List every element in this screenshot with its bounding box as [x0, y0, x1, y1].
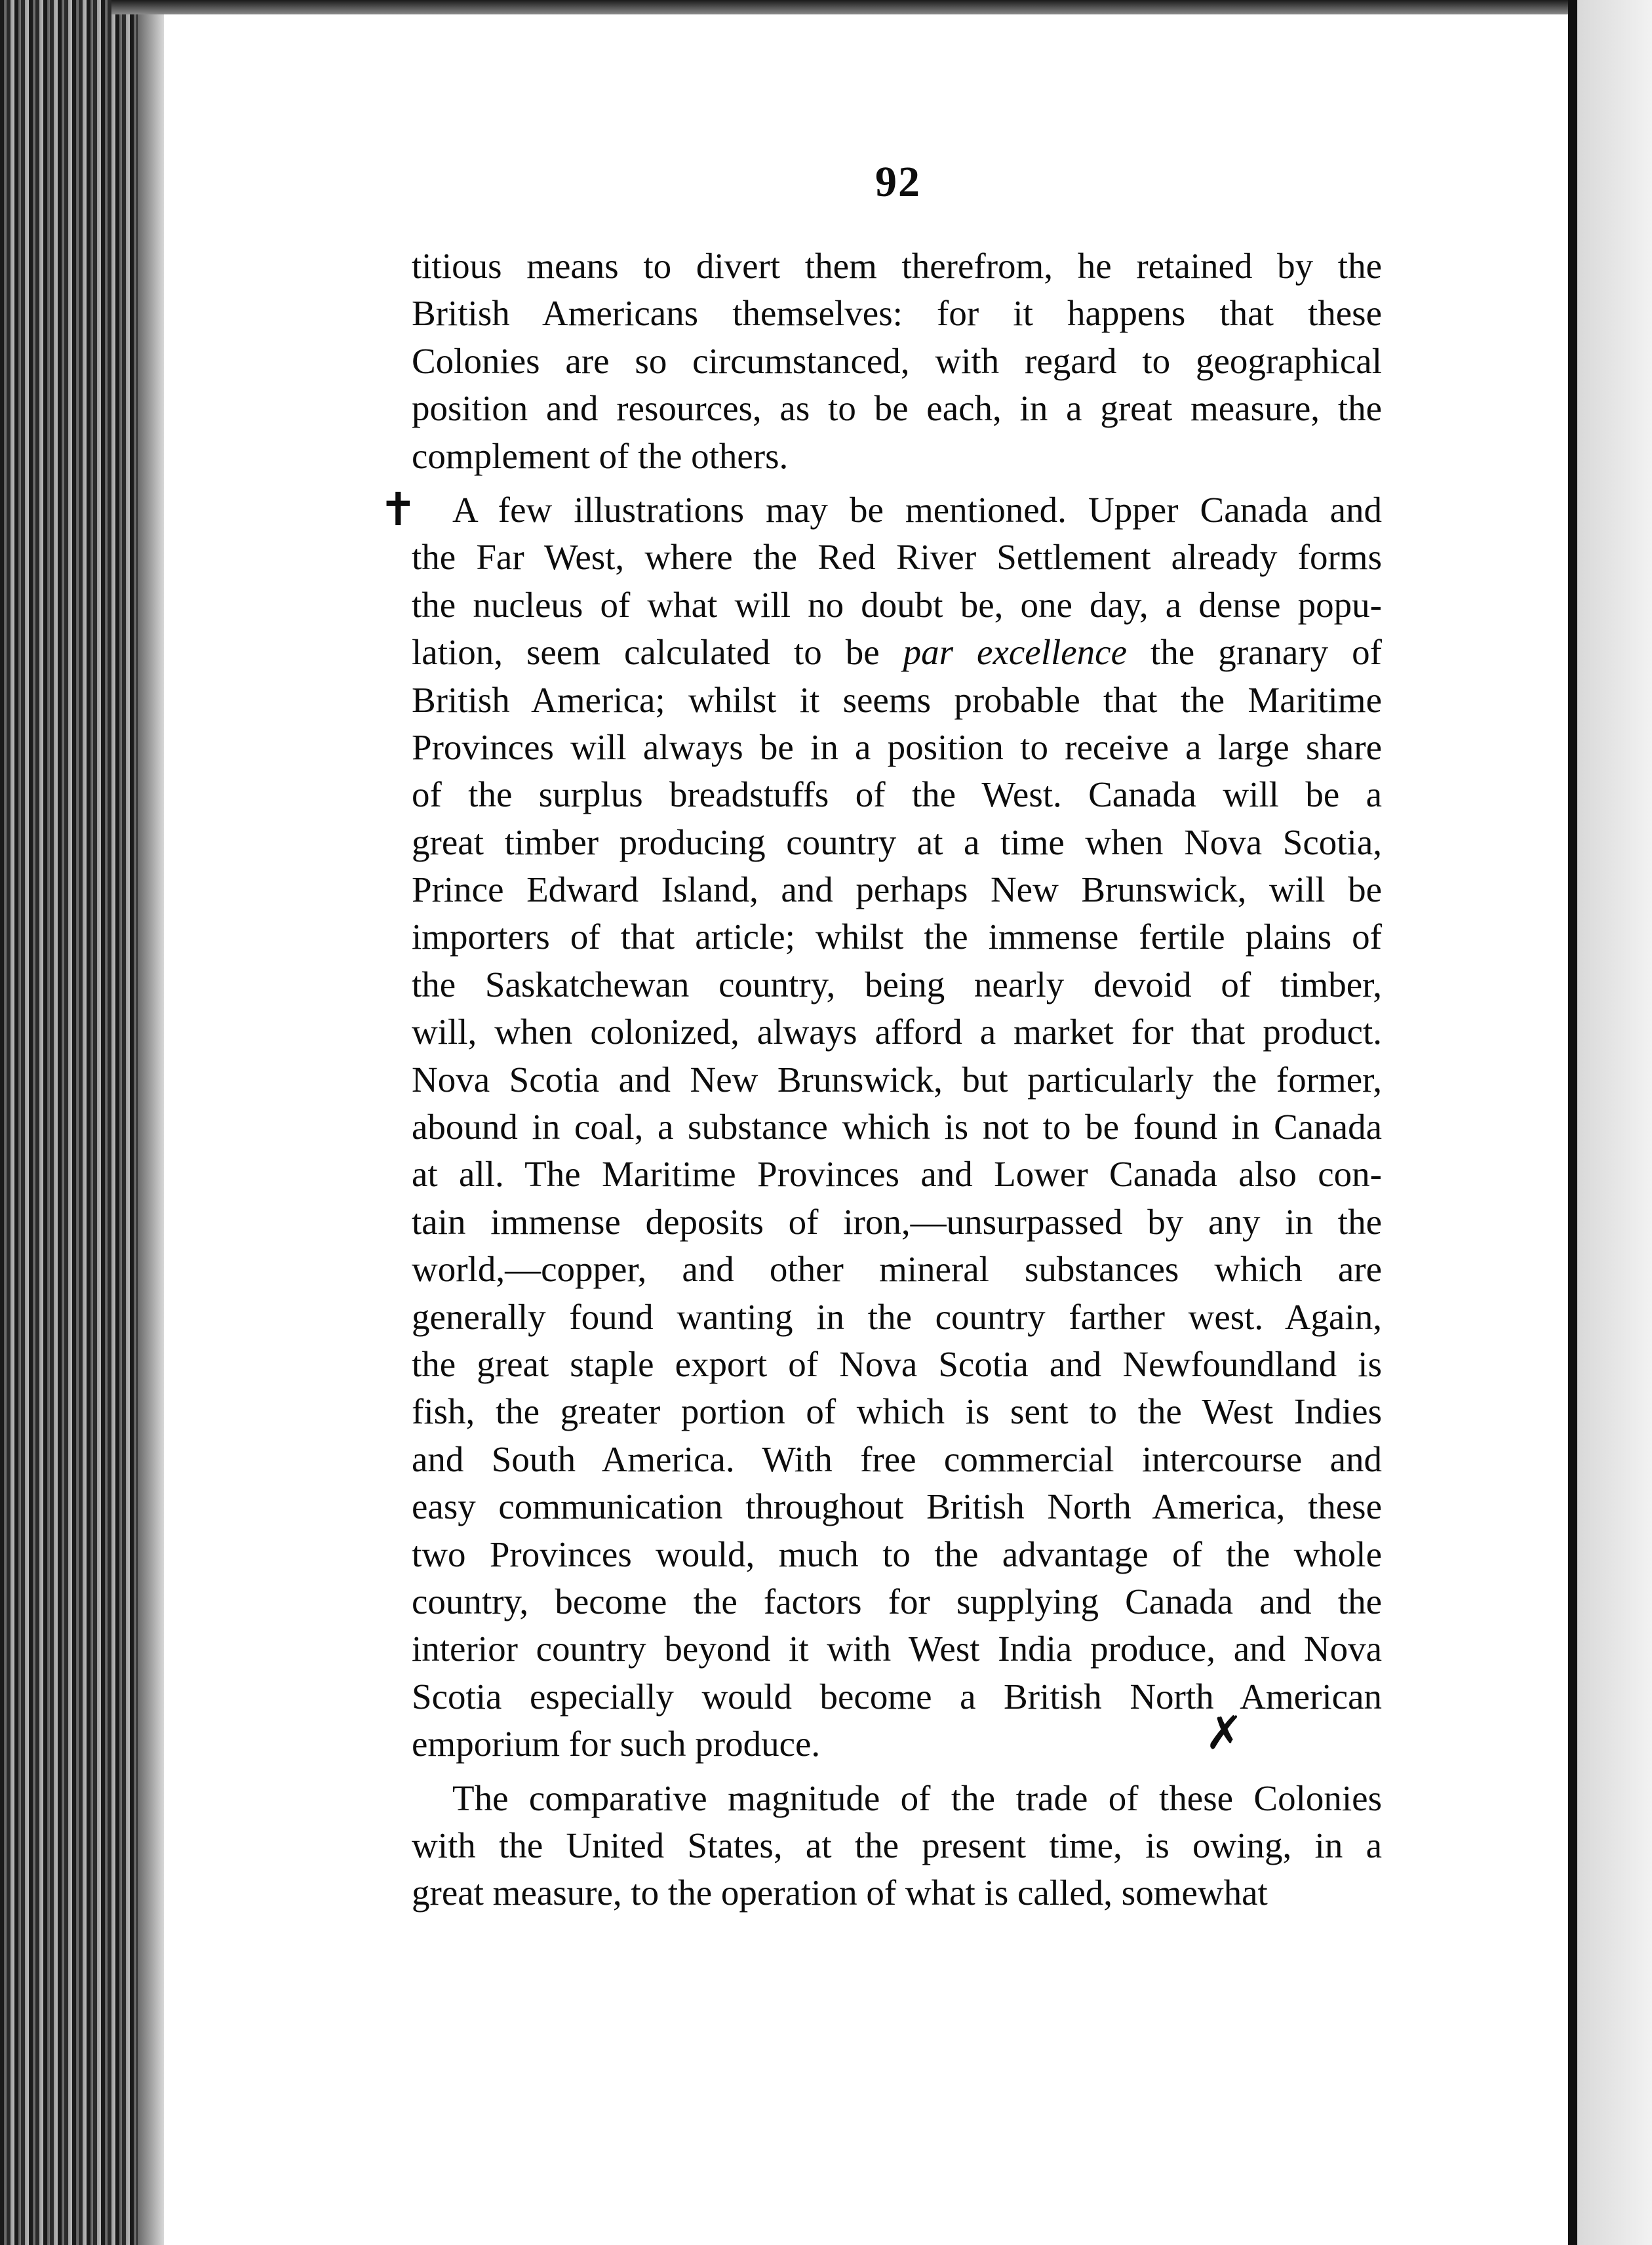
- text-line: tain immense deposits of iron,—unsurpassed by any in the: [412, 1201, 1382, 1242]
- text-line: A few illustrations may be mentioned. Upper Canada and: [452, 489, 1382, 530]
- scan-top-edge: [111, 0, 1573, 14]
- text-line: of the surplus breadstuffs of the West. Canada will be a: [412, 774, 1382, 815]
- page-right-edge: [1568, 0, 1577, 2245]
- paragraph: [412, 243, 1382, 480]
- text-line: Prince Edward Island, and perhaps New Brunswick, will be: [412, 869, 1382, 910]
- text-line: The comparative magnitude of the trade of these Colonies: [452, 1778, 1382, 1818]
- paragraph: [412, 487, 1382, 1768]
- text-line: country, become the factors for supplying Canada and the: [412, 1581, 1382, 1621]
- text-line: Provinces will always be in a position to receive a large share: [412, 726, 1382, 767]
- book-binding-edge: [0, 0, 164, 2245]
- text-line: complement of the others.: [412, 435, 789, 476]
- paragraph-gap: [412, 1768, 1382, 1775]
- text-line: Colonies are so circumstanced, with regard to geographical: [412, 340, 1382, 381]
- text-line: with the United States, at the present time, is owing, in a: [412, 1825, 1382, 1865]
- text-line: lation, seem calculated to be par excellence the granary of: [412, 632, 1382, 673]
- paragraph-gap: [412, 480, 1382, 487]
- text-line: at all. The Maritime Provinces and Lower Canada also con-: [412, 1154, 1382, 1195]
- text-line: titious means to divert them therefrom, he retained by the: [412, 246, 1382, 286]
- text-line: easy communication throughout British North America, these: [412, 1486, 1382, 1527]
- paragraph: [412, 1775, 1382, 1917]
- text-line: position and resources, as to be each, in a great measure, the: [412, 388, 1382, 429]
- text-line: fish, the greater portion of which is sent to the West Indies: [412, 1391, 1382, 1432]
- text-line: the great staple export of Nova Scotia and Newfoundland is: [412, 1343, 1382, 1384]
- text-line: Scotia especially would become a British North American: [412, 1676, 1382, 1717]
- text-line: great timber producing country at a time when Nova Scotia,: [412, 822, 1382, 862]
- text-line: emporium for such produce.: [412, 1724, 821, 1764]
- text-line: British Americans themselves: for it happens that these: [412, 293, 1382, 334]
- text-line: world,—copper, and other mineral substances which are: [412, 1249, 1382, 1290]
- text-line: interior country beyond it with West India produce, and Nova: [412, 1629, 1382, 1669]
- text-line: and South America. With free commercial intercourse and: [412, 1439, 1382, 1479]
- text-line: abound in coal, a substance which is not to be found in Canada: [412, 1107, 1382, 1147]
- margin-cross-mark: ✝: [379, 483, 418, 536]
- text-line: the Saskatchewan country, being nearly devoid of timber,: [412, 964, 1382, 1004]
- text-line: generally found wanting in the country farther west. Again,: [412, 1296, 1382, 1337]
- text-line: the Far West, where the Red River Settlement already forms: [412, 537, 1382, 578]
- text-line: two Provinces would, much to the advantage of the whole: [412, 1534, 1382, 1574]
- scan-right-margin: [1577, 0, 1652, 2245]
- page-number: 92: [875, 158, 921, 206]
- text-line: Nova Scotia and New Brunswick, but particularly the former,: [412, 1059, 1382, 1100]
- text-line: great measure, to the operation of what is called, somewhat: [412, 1873, 1268, 1913]
- text-line: will, when colonized, always afford a market for that product.: [412, 1012, 1382, 1052]
- body-text: [412, 243, 1382, 1917]
- margin-x-mark: ✗: [1205, 1706, 1244, 1760]
- text-line: British America; whilst it seems probable that the Maritime: [412, 679, 1382, 720]
- text-line: importers of that article; whilst the immense fertile plains of: [412, 917, 1382, 957]
- text-line: the nucleus of what will no doubt be, one day, a dense popu-: [412, 584, 1382, 625]
